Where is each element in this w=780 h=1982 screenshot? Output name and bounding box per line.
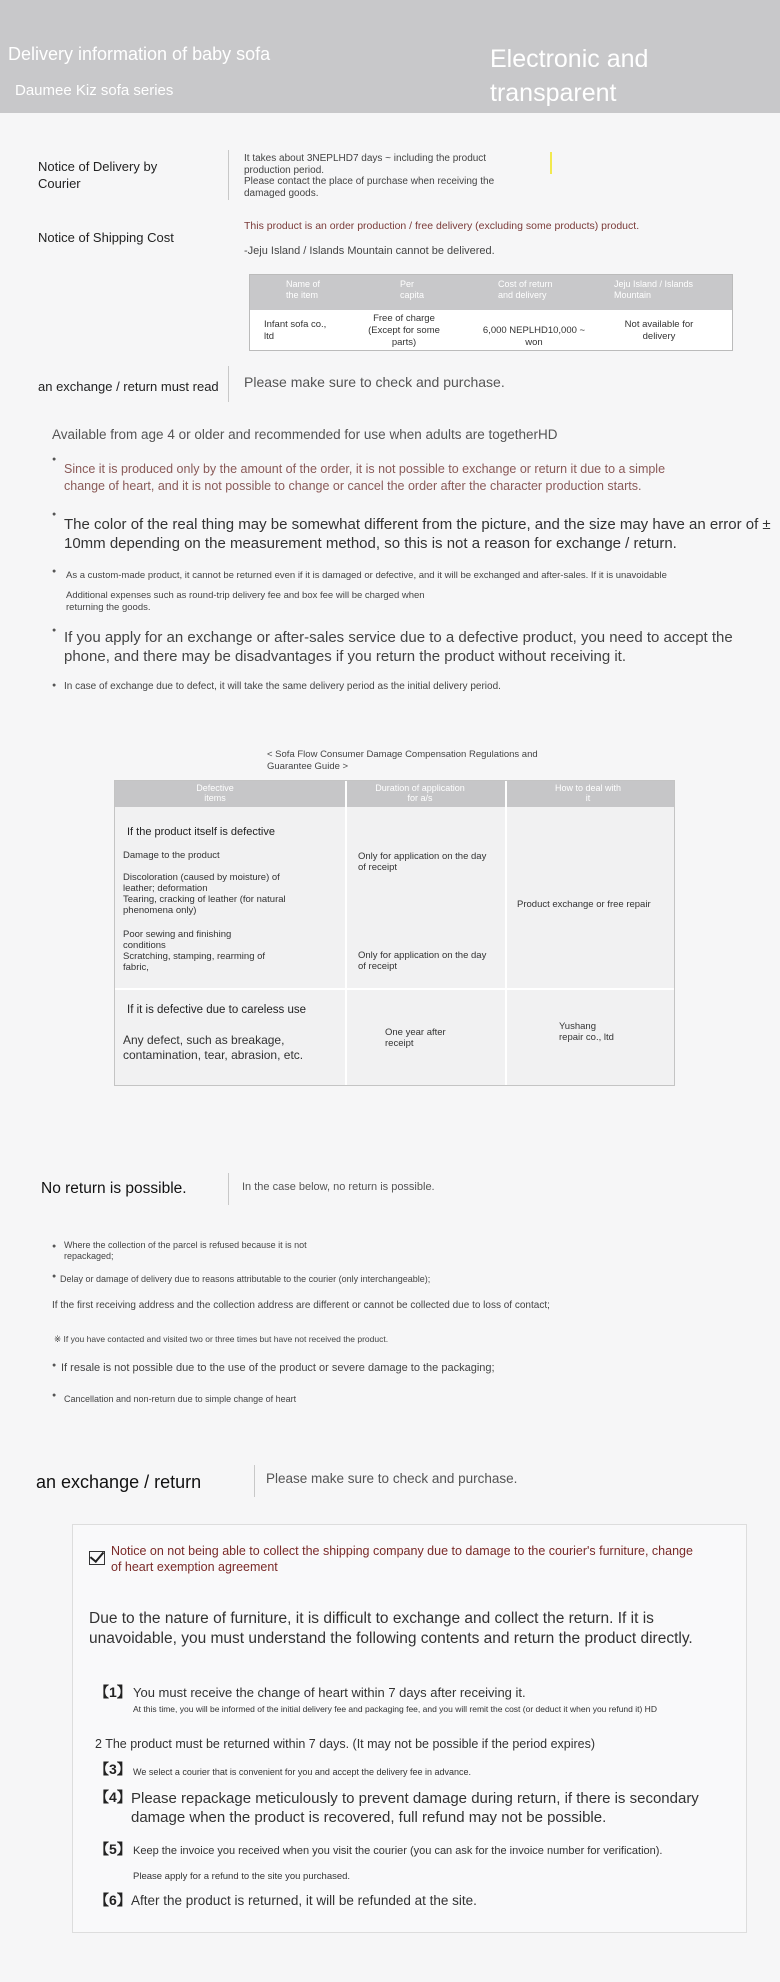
age-note: Available from age 4 or older and recommended for use when adults are togetherHD (52, 427, 558, 442)
compensation-guide-table (114, 780, 675, 1086)
step-number: 【4】 (95, 1789, 131, 1805)
bullet-icon: ● (52, 1392, 57, 1399)
no-return-label: No return is possible. (41, 1180, 187, 1197)
no-return-item: ※ If you have contacted and visited two or three times but have not received the product. (54, 1334, 389, 1344)
shipping-text-1: This product is an order production / free delivery (excluding some products) product. (244, 220, 640, 232)
no-return-item: If the first receiving address and the collection address are different or cannot be collected due to loss of contact; (52, 1300, 550, 1311)
bullet-icon: ● (52, 1243, 57, 1250)
exchange-text: Please make sure to check and purchase. (266, 1471, 518, 1486)
notice-intro: Due to the nature of furniture, it is difficult to exchange and collect the return. If it is unavoidable, you must understand the following contents and return the product directly. (89, 1610, 693, 1647)
no-return-item: Delay or damage of delivery due to reasons attributable to the courier (only interchangeable); (60, 1274, 431, 1284)
step-number: 【6】 (95, 1892, 131, 1908)
no-return-item: If resale is not possible due to the use of the product or severe damage to the packaging; (61, 1362, 495, 1374)
table-header-cell: Cost of return and delivery (498, 279, 553, 300)
note-2: The color of the real thing may be somewhat different from the picture, and the size may have an error of ± 10mm depending on the measurement method, so this is not a reason for exchange / return. (64, 516, 771, 552)
no-return-item: Cancellation and non-return due to simple change of heart (64, 1394, 297, 1404)
step-3: We select a courier that is convenient for you and accept the delivery fee in advance. (133, 1767, 472, 1777)
table-header-cell: Per capita (400, 279, 425, 300)
notice-box (72, 1524, 747, 1933)
exchange-read-text: Please make sure to check and purchase. (244, 374, 505, 390)
guide-action: Product exchange or free repair (517, 899, 651, 910)
delivery-text-1: It takes about 3NEPLHD7 days ~ including the product production period. (244, 153, 487, 176)
note-4: If you apply for an exchange or after-sales service due to a defective product, you need to accept the phone, and there may be disadvantages if you return the product without receiving it. (64, 629, 733, 665)
header-right-title: Electronic and transparent (490, 45, 649, 107)
shipping-cost-table (249, 274, 733, 351)
note-3: As a custom-made product, it cannot be returned even if it is damaged or defective, and it will be exchanged and after-sales. If it is unavoidable (66, 570, 667, 581)
exchange-label: an exchange / return (36, 1472, 202, 1492)
table-cell: 6,000 NEPLHD10,000 ~ won (482, 325, 586, 348)
divider (228, 150, 229, 200)
note-1: Since it is produced only by the amount of the order, it is not possible to exchange or return it due to a simple change of heart, and it is not possible to change or cancel the order after the character production starts. (64, 462, 666, 493)
guide-section-1-title: If the product itself is defective (127, 826, 275, 838)
highlight-mark (550, 152, 552, 174)
column-divider (345, 781, 347, 1085)
guide-duration: One year after receipt (385, 1027, 446, 1049)
delivery-text-2: Please contact the place of purchase when receiving the damaged goods. (244, 176, 495, 199)
bullet-icon: ● (52, 627, 57, 634)
table-header-cell: Name of the item (286, 279, 321, 300)
step-1: You must receive the change of heart within 7 days after receiving it. (133, 1685, 526, 1700)
table-cell: Not available for delivery (624, 319, 694, 342)
step-6: After the product is returned, it will be refunded at the site. (131, 1893, 477, 1908)
divider (228, 1173, 229, 1205)
exchange-read-label: an exchange / return must read (38, 379, 219, 394)
step-1-detail: At this time, you will be informed of the initial delivery fee and packaging fee, and you will remit the cost (or deduct it when you refund it) HD (133, 1704, 657, 1714)
step-number: 【1】 (95, 1684, 131, 1700)
guide-action: Yushang repair co., ltd (559, 1021, 614, 1043)
bullet-icon: ● (52, 682, 57, 689)
step-number: 【3】 (95, 1761, 131, 1777)
shipping-label: Notice of Shipping Cost (38, 230, 174, 245)
guide-item: Scratching, stamping, rearming of fabric, (123, 951, 266, 973)
bullet-icon: ● (52, 511, 57, 518)
step-5-detail: Please apply for a refund to the site you purchased. (133, 1871, 351, 1882)
guide-item: Any defect, such as breakage, contamination, tear, abrasion, etc. (123, 1033, 304, 1062)
page-title: Delivery information of baby sofa (8, 44, 271, 64)
step-4: Please repackage meticulously to prevent damage during return, if there is secondary damage when the product is recovered, full refund may not be possible. (131, 1790, 699, 1826)
delivery-label: Notice of Delivery by Courier (38, 159, 158, 191)
no-return-text: In the case below, no return is possible. (242, 1181, 435, 1193)
bullet-icon: ● (52, 1362, 57, 1369)
table-header-cell: Jeju Island / Islands Mountain (614, 279, 694, 300)
table-header-cell: Duration of application for a/s (375, 783, 465, 803)
guide-duration: Only for application on the day of receipt (358, 950, 487, 972)
note-5: In case of exchange due to defect, it will take the same delivery period as the initial delivery period. (64, 681, 501, 692)
guide-item: Poor sewing and finishing conditions (123, 929, 232, 951)
bullet-icon: ● (52, 1273, 57, 1280)
table-header-cell: How to deal with it (554, 783, 622, 803)
guide-duration: Only for application on the day of receipt (358, 851, 487, 873)
no-return-item: Where the collection of the parcel is refused because it is not repackaged; (64, 1240, 307, 1261)
divider (228, 366, 229, 402)
step-5: Keep the invoice you received when you visit the courier (you can ask for the invoice number for verification). (133, 1845, 663, 1857)
guide-item: Discoloration (caused by moisture) of leather; deformation (123, 872, 280, 894)
guide-title: < Sofa Flow Consumer Damage Compensation Regulations and Guarantee Guide > (267, 749, 538, 772)
bullet-icon: ● (52, 568, 57, 575)
column-divider (505, 781, 507, 1085)
checkbox-icon (89, 1551, 105, 1565)
guide-section-2-title: If it is defective due to careless use (127, 1004, 306, 1016)
divider (254, 1465, 255, 1497)
bullet-icon: ● (52, 456, 57, 463)
table-cell: Infant sofa co., ltd (264, 319, 327, 342)
step-2: 2 The product must be returned within 7 days. (It may not be possible if the period expires) (95, 1737, 596, 1751)
table-cell: Free of charge (Except for some parts) (368, 313, 440, 348)
guide-item: Tearing, cracking of leather (for natural phenomena only) (123, 894, 286, 916)
step-number: 【5】 (95, 1841, 131, 1857)
table-header-cell: Defective items (196, 783, 234, 803)
row-divider (115, 988, 674, 990)
note-3b: Additional expenses such as round-trip delivery fee and box fee will be charged when returning the goods. (66, 590, 425, 613)
series-subtitle: Daumee Kiz sofa series (15, 82, 174, 99)
notice-title: Notice on not being able to collect the shipping company due to damage to the courier's furniture, change of heart exemption agreement (111, 1544, 693, 1574)
guide-item: Damage to the product (123, 850, 220, 861)
shipping-text-2: -Jeju Island / Islands Mountain cannot be delivered. (244, 245, 495, 257)
